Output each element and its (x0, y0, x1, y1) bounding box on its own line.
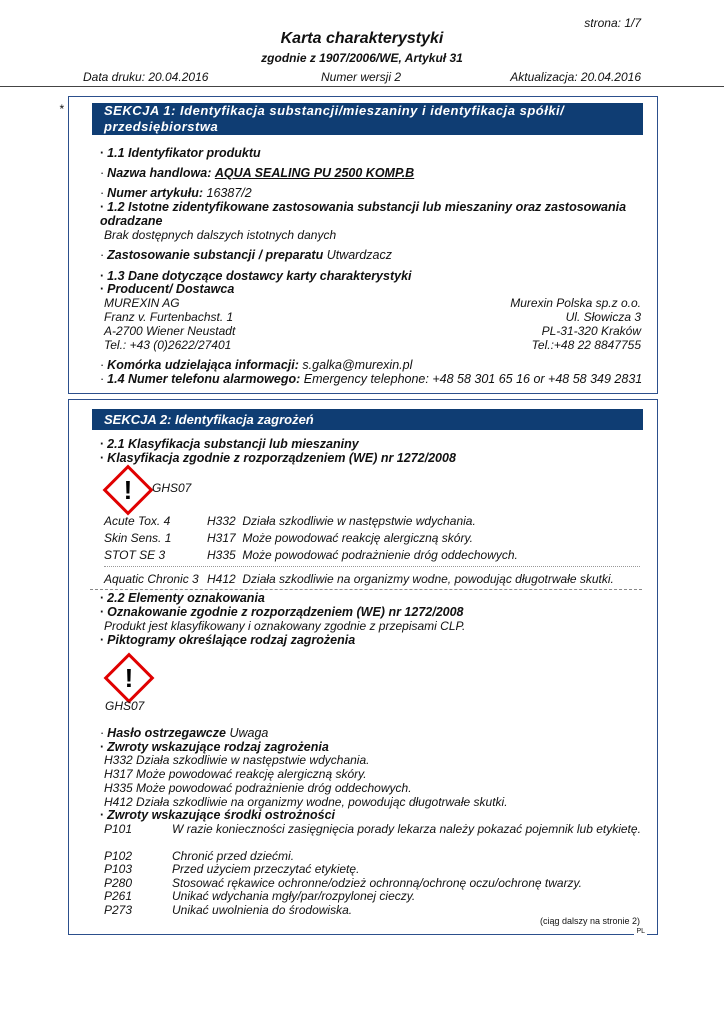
hazard-row-text: H317 Może powodować reakcję alergiczną skóry. (207, 531, 473, 545)
page-number: strona: 1/7 (584, 16, 641, 30)
hazard-row: Aquatic Chronic 3 (104, 572, 199, 586)
precaution-code: P280 (104, 876, 133, 890)
section-2-box (68, 399, 658, 935)
precaution-code: P101 (104, 822, 133, 836)
precaution-text: Unikać wdychania mgły/par/rozpylonej cieczy. (172, 889, 416, 903)
emergency-phone-row: · 1.4 Numer telefonu alarmowego: Emergency telephone: +48 58 301 65 16 or +48 58 349 2831 (100, 372, 643, 386)
precaution-code: P273 (104, 903, 133, 917)
identified-uses-heading: · 1.2 Istotne zidentyfikowane zastosowania substancji lub mieszaniny oraz zastosowania odradzane (100, 200, 627, 228)
precaution-text: Unikać uwolnienia do środowiska. (172, 903, 353, 917)
identified-uses-text: Brak dostępnych dalszych istotnych danych (104, 228, 337, 242)
ghs07-label-2: GHS07 (105, 699, 145, 713)
precautionary-heading: · Zwroty wskazujące środki ostrożności (100, 808, 336, 822)
hazard-row: Acute Tox. 4 (104, 514, 171, 528)
precaution-text: W razie konieczności zasięgnięcia porady lekarza należy pokazać pojemnik lub etykietę. (172, 822, 641, 836)
document-subtitle: zgodnie z 1907/2006/WE, Artykuł 31 (261, 51, 463, 65)
producer-address: MUREXIN AG Franz v. Furtenbachst. 1 A-2700 Wiener Neustadt Tel.: +43 (0)2622/27401 (104, 296, 236, 352)
list-item: H335 Może powodować podrażnienie dróg oddechowych. (104, 781, 412, 795)
classification-regulation: · Klasyfikacja zgodnie z rozporządzeniem (WE) nr 1272/2008 (100, 451, 456, 465)
precaution-text: Chronić przed dziećmi. (172, 849, 295, 863)
hazard-separator (104, 566, 640, 567)
label-elements-heading: · 2.2 Elementy oznakowania (100, 591, 265, 605)
hazard-row-text: H412 Działa szkodliwie na organizmy wodne, powodując długotrwałe skutki. (207, 572, 614, 586)
language-code: PL (636, 928, 645, 935)
list-item: H412 Działa szkodliwie na organizmy wodne, powodując długotrwałe skutki. (104, 795, 508, 809)
exclamation-icon: ! (124, 663, 134, 693)
exclamation-icon: ! (123, 475, 133, 505)
hazard-row: Skin Sens. 1 (104, 531, 172, 545)
hazard-row-text: H332 Działa szkodliwie w następstwie wdychania. (207, 514, 476, 528)
document-title: Karta charakterystyki (280, 30, 444, 47)
producer-label: · Producent/ Dostawca (100, 282, 235, 296)
print-date: Data druku: 20.04.2016 (83, 70, 209, 84)
hazard-statements-heading: · Zwroty wskazujące rodzaj zagrożenia (100, 740, 329, 754)
version-number: Numer wersji 2 (321, 70, 402, 84)
continued-note: (ciąg dalszy na stronie 2) (539, 916, 640, 926)
revision-star: * (59, 102, 64, 116)
information-contact-row: · Komórka udzielająca informacji: s.galka@murexin.pl (100, 358, 413, 372)
ghs07-label: GHS07 (152, 481, 192, 495)
precaution-code: P103 (104, 862, 133, 876)
hazard-row: STOT SE 3 (104, 548, 166, 562)
list-item: H332 Działa szkodliwie w następstwie wdychania. (104, 753, 370, 767)
labelling-regulation: · Oznakowanie zgodnie z rozporządzeniem (WE) nr 1272/2008 (100, 605, 464, 619)
trade-name-value: AQUA SEALING PU 2500 KOMP.B (214, 166, 415, 180)
hazard-row-text: H335 Może powodować podrażnienie dróg oddechowych. (207, 548, 518, 562)
list-item: H317 Może powodować reakcję alergiczną skóry. (104, 767, 367, 781)
trade-name-row: · Nazwa handlowa: AQUA SEALING PU 2500 KOMP.B (100, 166, 415, 180)
update-date: Aktualizacja: 20.04.2016 (510, 70, 641, 84)
supplier-details-heading: · 1.3 Dane dotyczące dostawcy karty charakterystyki (100, 269, 412, 283)
precaution-text: Stosować rękawice ochronne/odzież ochronną/ochronę oczu/ochronę twarzy. (172, 876, 583, 890)
header-divider (0, 86, 724, 87)
distributor-address: Murexin Polska sp.z o.o. Ul. Słowicza 3 PL-31-320 Kraków Tel.:+48 22 8847755 (510, 296, 641, 352)
classification-heading: · 2.1 Klasyfikacja substancji lub mieszaniny (100, 437, 359, 451)
product-identifier-heading: · 1.1 Identyfikator produktu (100, 146, 261, 160)
substance-use-row: · Zastosowanie substancji / preparatu Utwardzacz (100, 248, 392, 262)
precaution-code: P261 (104, 889, 133, 903)
contact-email[interactable]: s.galka@murexin.pl (302, 358, 413, 372)
section-1-heading: SEKCJA 1: Identyfikacja substancji/mieszaniny i identyfikacja spółki/ przedsiębiorstwa (92, 103, 643, 135)
signal-word-row: · Hasło ostrzegawcze Uwaga (100, 726, 269, 740)
article-number-row: · Numer artykułu: 16387/2 (100, 186, 252, 200)
section-2-heading: SEKCJA 2: Identyfikacja zagrożeń (92, 409, 643, 430)
pictograms-heading: · Piktogramy określające rodzaj zagrożenia (100, 633, 356, 647)
precaution-text: Przed użyciem przeczytać etykietę. (172, 862, 360, 876)
classification-end-divider (90, 589, 642, 590)
precaution-code: P102 (104, 849, 133, 863)
hazard-statements-list (104, 753, 508, 809)
labelling-text: Produkt jest klasyfikowany i oznakowany zgodnie z przepisami CLP. (104, 619, 466, 633)
